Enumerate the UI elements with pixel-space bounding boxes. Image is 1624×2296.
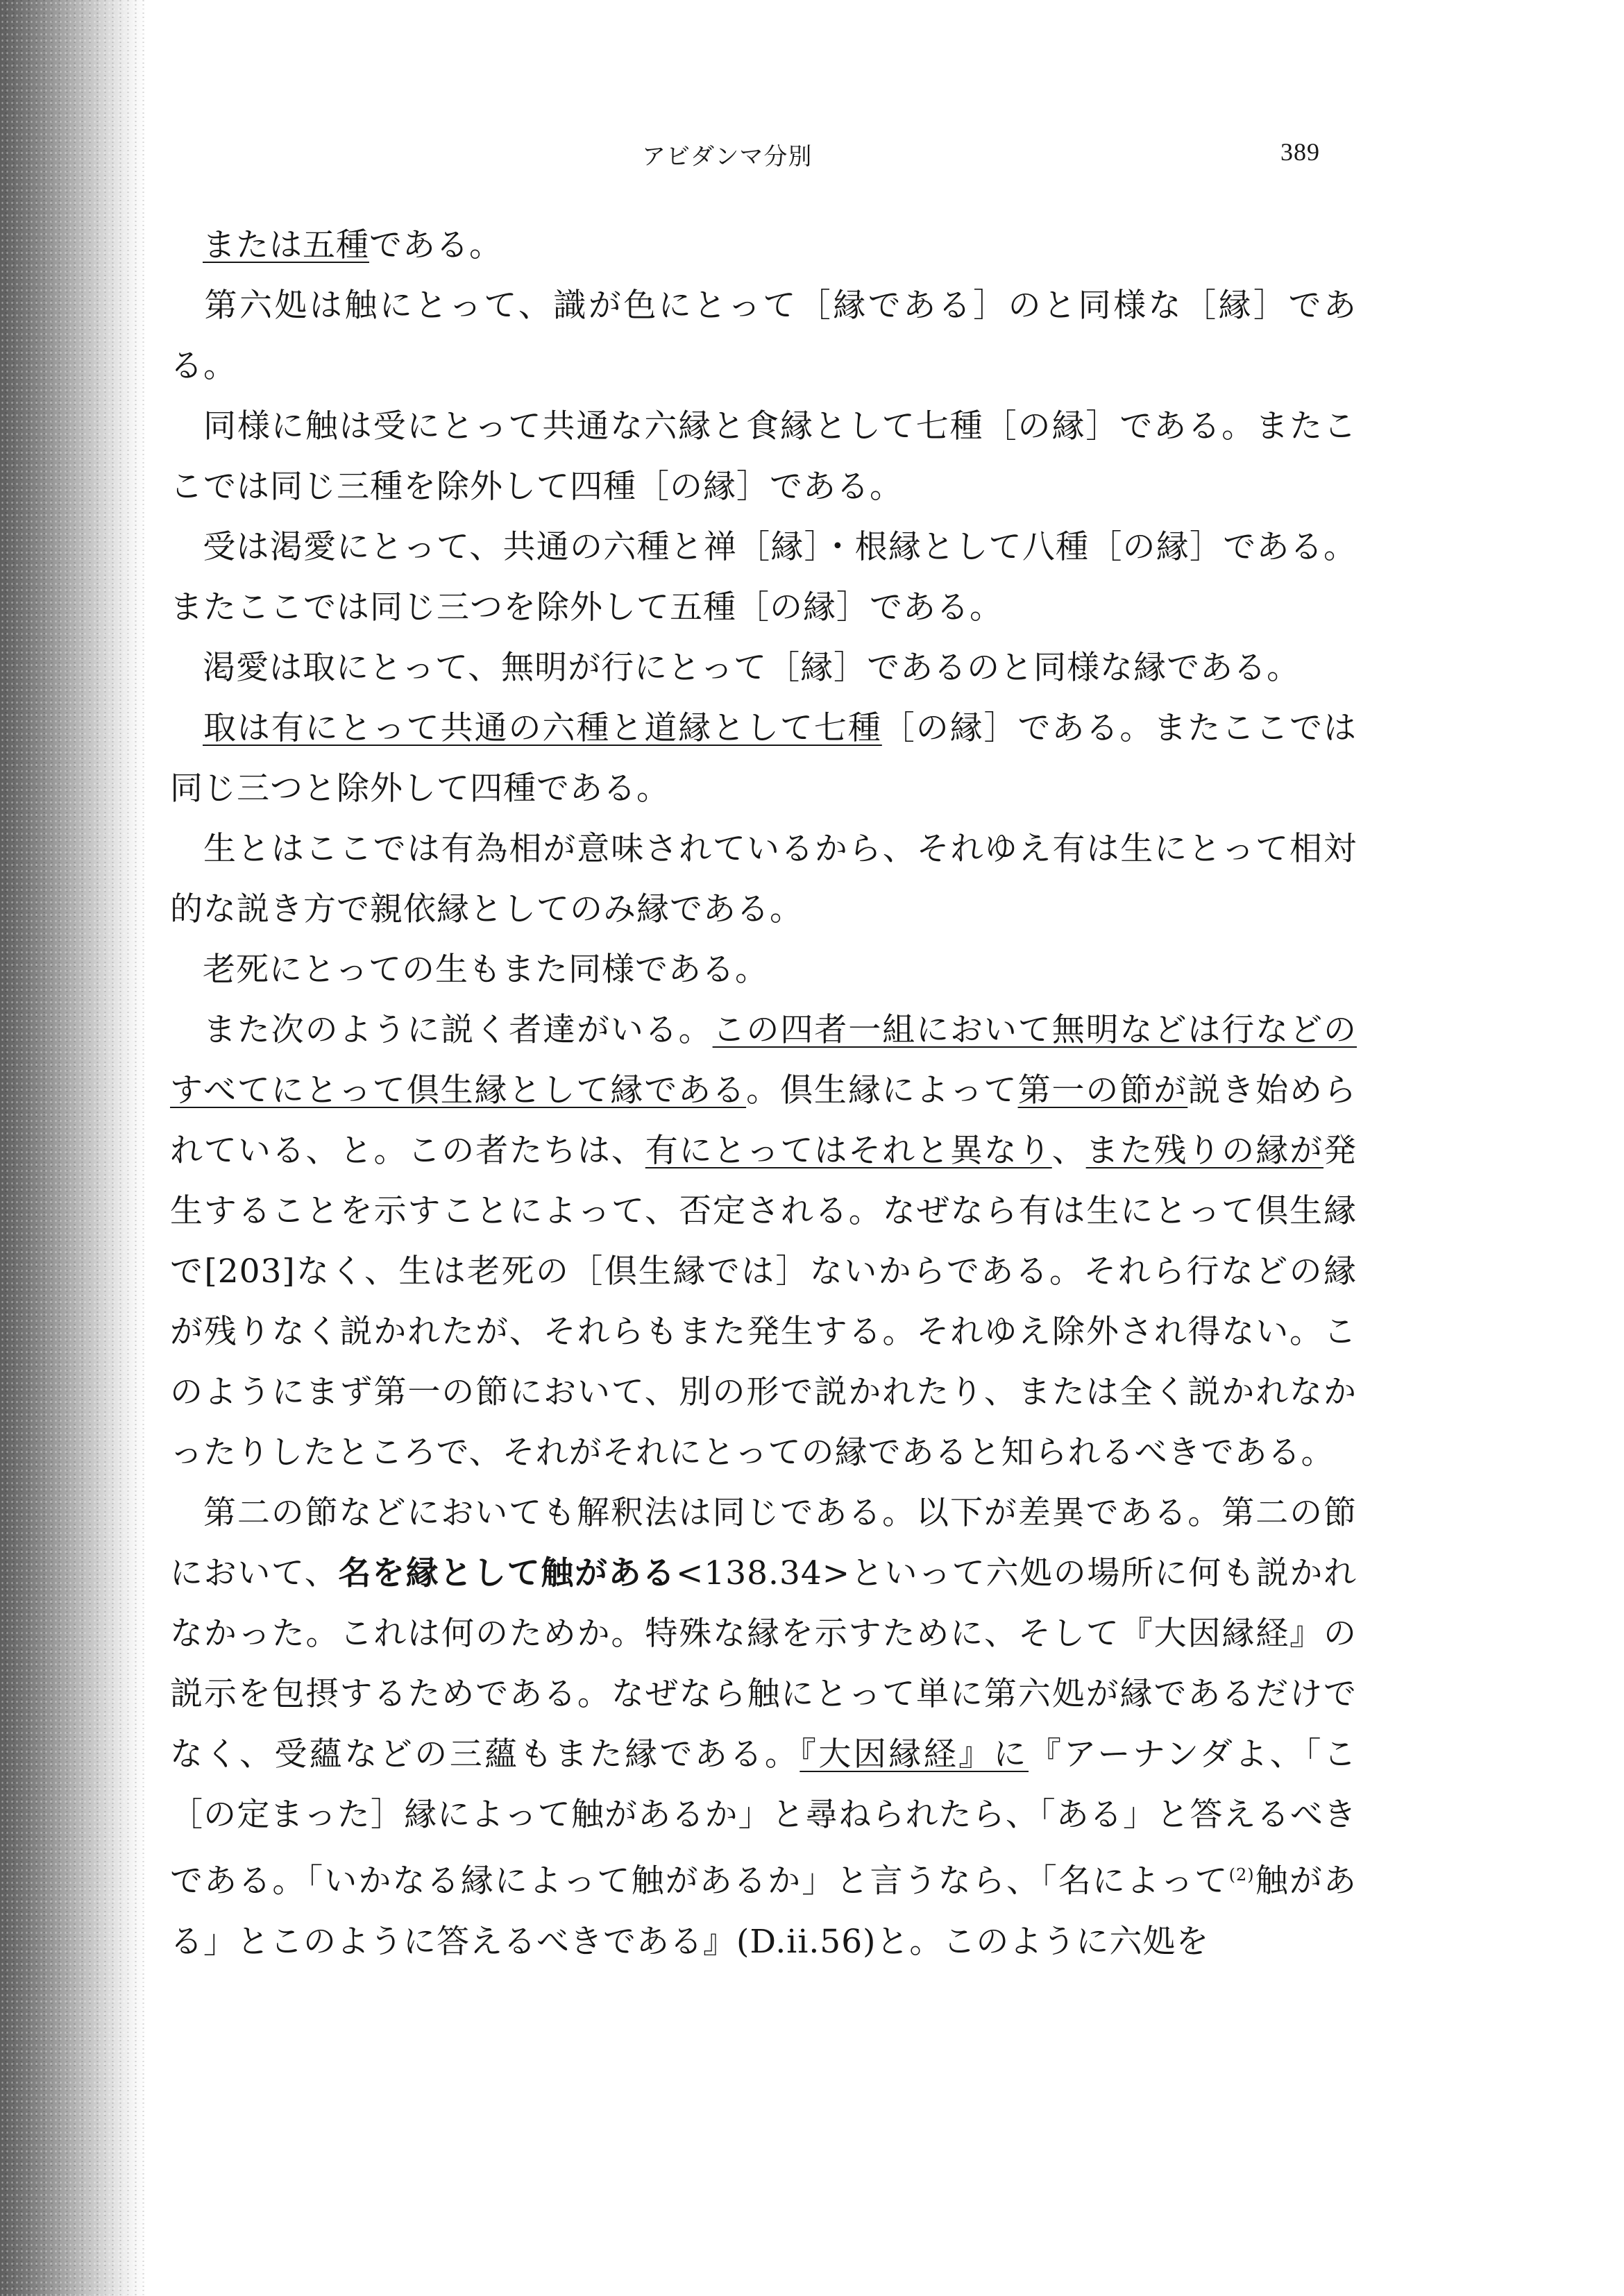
underlined-text: 第一の節が	[1017, 1071, 1188, 1109]
underlined-text: 有にとってはそれと異なり	[645, 1132, 1052, 1170]
underlined-text: または五種	[203, 226, 369, 264]
underlined-text: また残りの縁が	[1085, 1132, 1324, 1170]
text-run: 老死にとっての生もまた同様である。	[203, 951, 769, 989]
underlined-text: 『大因縁経』に	[800, 1735, 1029, 1774]
text-run: また次のように説く者達がいる。	[203, 1011, 713, 1049]
paragraph	[170, 939, 1357, 1000]
body-text	[170, 215, 1357, 1972]
text-run: 『アーナンダよ、「こ［の定まった］縁によって触があるか」と尋ねられたら、「ある」と答えるべきである。「いかなる縁によって触があるか」と言うなら、「名によって	[170, 1735, 1357, 1900]
underlined-text: この四者一組において無明などは行などのすべてにとって倶生縁として縁である	[170, 1011, 1357, 1109]
text-run: 受は渇愛にとって、共通の六種と禅［縁］・根縁として八種［の縁］である。またここでは同じ三つを除外して五種［の縁］である。	[170, 528, 1357, 627]
text-run: 発生することを示すことによって、否定される。なぜなら有は生にとって倶生縁で[203]なく、生は老死の［倶生縁では］ないからである。それら行などの縁が残りなく説かれたが、それらもまた発生する。それゆえ除外され得ない。このようにまず第一の節において、別の形で説かれたり、または全く説かれなかったりしたところで、それがそれにとっての縁であると知られるべきである。	[170, 1132, 1357, 1472]
text-run: 説き始められている、と。この者たちは、	[170, 1071, 1357, 1170]
running-head-title: アビダンマ分別	[642, 143, 813, 171]
text-run: である。	[369, 226, 502, 264]
paragraph	[170, 1483, 1357, 1972]
text-run: 生とはここでは有為相が意味されているから、それゆえ有は生にとって相対的な説き方で親依縁としてのみ縁である。	[170, 830, 1357, 928]
text-run: 。倶生縁によって	[746, 1071, 1018, 1109]
paragraph	[170, 638, 1357, 698]
paragraph	[170, 819, 1357, 939]
text-run: 、	[1051, 1132, 1086, 1170]
bold-text: 名を縁として触がある	[338, 1554, 676, 1592]
text-run: 触がある」とこのように答えるべきである』(D.ii.56)と。このように六処を	[170, 1862, 1357, 1961]
text-run: 渇愛は取にとって、無明が行にとって［縁］であるのと同様な縁である。	[203, 649, 1301, 687]
paragraph	[170, 275, 1357, 396]
text-run: 第二の節などにおいても解釈法は同じである。以下が差異である。第二の節において、	[170, 1494, 1357, 1592]
paragraph	[170, 215, 1357, 275]
page-number: 389	[1280, 138, 1320, 166]
paragraph	[170, 1000, 1357, 1483]
text-run: ［の縁］である。またここでは同じ三つと除外して四種である。	[170, 709, 1357, 808]
paragraph	[170, 517, 1357, 638]
text-run: 第六処は触にとって、識が色にとって［縁である］のと同様な［縁］である。	[170, 287, 1357, 385]
text-run: 同様に触は受にとって共通な六縁と食縁として七種［の縁］である。またここでは同じ三種を除外して四種［の縁］である。	[170, 407, 1357, 506]
scan-noise	[0, 0, 146, 2296]
underlined-text: 取は有にとって共通の六種と道縁として七種	[203, 709, 882, 747]
footnote-mark: (2)	[1228, 1865, 1255, 1885]
paragraph	[170, 396, 1357, 517]
text-run: <138.34>といって六処の場所に何も説かれなかった。これは何のためか。特殊な縁を示すために、そして『大因縁経』の説示を包摂するためである。なぜなら触にとって単に第六処が縁であるだけでなく、受蘊などの三蘊もまた縁である。	[170, 1554, 1357, 1774]
paragraph	[170, 698, 1357, 819]
